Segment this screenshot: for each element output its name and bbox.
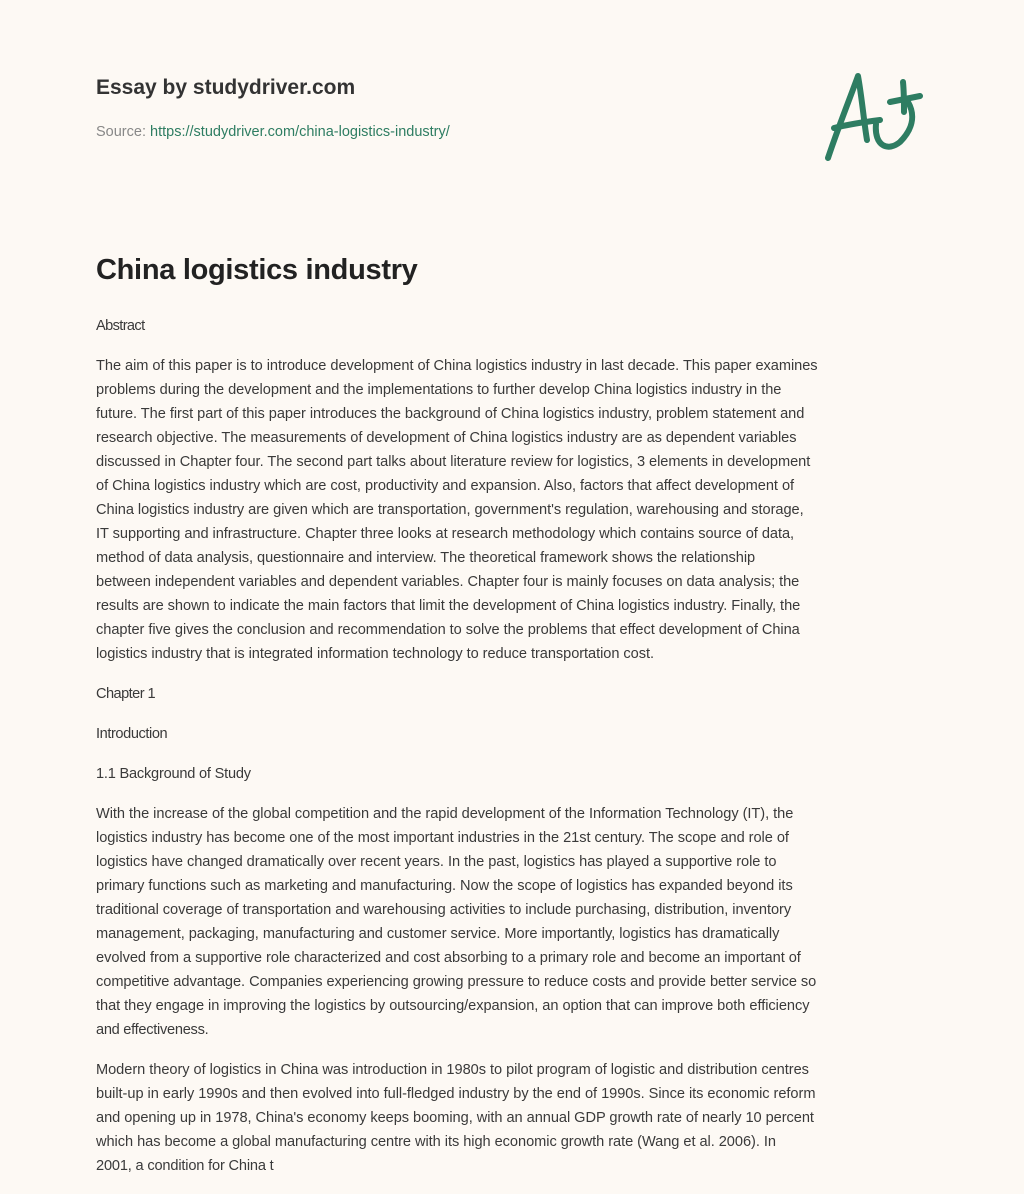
a-plus-logo	[820, 68, 930, 168]
text-line: Introduction	[96, 726, 168, 742]
text-line: The aim of this paper is to introduce development of China logistics industry in last decade. This paper examines	[96, 358, 818, 374]
text-line: which has become a global manufacturing centre with its high economic growth rate (Wang et al. 2006). In	[96, 1134, 776, 1150]
text-line: Modern theory of logistics in China was introduction in 1980s to pilot program of logistic and distribution centres	[96, 1062, 809, 1078]
site-title: Essay by studydriver.com	[96, 76, 356, 99]
text-line: 1.1 Background of Study	[96, 766, 251, 782]
text-line: logistics industry that is integrated information technology to reduce transportation cost.	[96, 646, 654, 662]
text-line: and opening up in 1978, China's economy keeps booming, with an annual GDP growth rate of nearly 10 percent	[96, 1110, 814, 1126]
paragraph	[96, 802, 936, 1042]
text-line: traditional coverage of transportation and warehousing activities to include purchasing, distribution, inventory	[96, 902, 792, 918]
text-line: competitive advantage. Companies experiencing growing pressure to reduce costs and provide better service so	[96, 974, 817, 990]
text-line: 2001, a condition for China t	[96, 1158, 274, 1174]
text-line: evolved from a supportive role characterized and cost absorbing to a primary role and become an important of	[96, 950, 801, 966]
text-line: results are shown to indicate the main factors that limit the development of China logistics industry. Finally, the	[96, 598, 801, 614]
text-line: primary functions such as marketing and manufacturing. Now the scope of logistics has expanded beyond its	[96, 878, 793, 894]
text-line: IT supporting and infrastructure. Chapter three looks at research methodology which contains source of data,	[96, 526, 795, 542]
paragraph	[96, 354, 936, 666]
text-line: between independent variables and dependent variables. Chapter four is mainly focuses on data analysis; the	[96, 574, 800, 590]
text-line: method of data analysis, questionnaire and interview. The theoretical framework shows the relationship	[96, 550, 756, 566]
text-line: research objective. The measurements of development of China logistics industry are as dependent variables	[96, 430, 797, 446]
text-line: management, packaging, manufacturing and customer service. More importantly, logistics has dramatically	[96, 926, 780, 942]
text-line: Abstract	[96, 318, 145, 334]
text-line: problems during the development and the implementations to further develop China logistics industry in the	[96, 382, 782, 398]
section-heading	[96, 722, 936, 746]
section-heading	[96, 762, 936, 786]
source-line	[96, 124, 450, 140]
source-link[interactable]: https://studydriver.com/china-logistics-industry/	[150, 124, 450, 140]
text-line: With the increase of the global competition and the rapid development of the Information Technology (IT), the	[96, 806, 794, 822]
text-line: of China logistics industry which are cost, productivity and expansion. Also, factors that affect development of	[96, 478, 795, 494]
text-line: and effectiveness.	[96, 1022, 209, 1038]
text-line: logistics have changed dramatically over recent years. In the past, logistics has played a supportive role to	[96, 854, 777, 870]
text-line: that they engage in improving the logistics by outsourcing/expansion, an option that can improve both efficiency	[96, 998, 810, 1014]
text-line: China logistics industry are given which are transportation, government's regulation, warehousing and storage,	[96, 502, 804, 518]
document-title: China logistics industry	[96, 254, 418, 286]
section-heading	[96, 314, 936, 338]
text-line: future. The first part of this paper introduces the background of China logistics industry, problem statement and	[96, 406, 805, 422]
document-body	[96, 314, 936, 1194]
section-heading	[96, 682, 936, 706]
text-line: built-up in early 1990s and then evolved into full-fledged industry by the end of 1990s. Since its economic reform	[96, 1086, 816, 1102]
text-line: chapter five gives the conclusion and recommendation to solve the problems that effect development of China	[96, 622, 800, 638]
text-line: discussed in Chapter four. The second part talks about literature review for logistics, 3 elements in development	[96, 454, 811, 470]
text-line: logistics industry has become one of the most important industries in the 21st century. The scope and role of	[96, 830, 789, 846]
text-line: Chapter 1	[96, 686, 156, 702]
paragraph	[96, 1058, 936, 1178]
source-label: Source:	[96, 124, 146, 140]
